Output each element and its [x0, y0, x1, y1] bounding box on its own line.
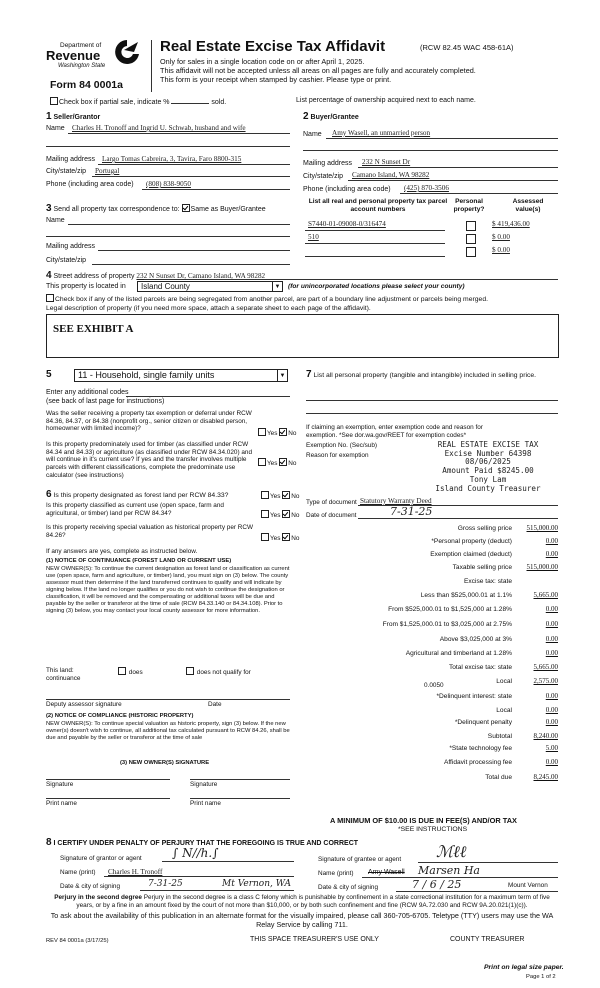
grantor-date-label: Date & city of signing: [60, 883, 121, 890]
buyer-mail[interactable]: 232 N Sunset Dr: [362, 158, 411, 166]
tax-row-value[interactable]: 515,000.00: [526, 524, 558, 532]
ownership-note: List percentage of ownership acquired next to each name.: [296, 97, 476, 104]
parcel-number[interactable]: S7440-01-09008-0/316474: [308, 220, 386, 228]
tax-row-label: *Delinquent interest: state: [436, 693, 512, 700]
buyer-heading: 2 Buyer/Grantee: [303, 111, 359, 122]
tax-row-label: *Personal property (deduct): [431, 538, 512, 545]
grantor-sig-label: Signature of grantor or agent: [60, 855, 142, 862]
s6-q2-answer: Yes No: [261, 510, 299, 520]
seller-name[interactable]: Charles H. Tronoff and Ingrid U. Schwab, husband and wife: [72, 124, 246, 132]
s5-q1-answer: Yes No: [258, 428, 296, 438]
subtitle-1: Only for sales in a single location code on or after April 1, 2025.: [160, 57, 365, 66]
grantee-date[interactable]: 7 / 6 / 25: [412, 878, 462, 891]
subtitle-2: This affidavit will not be accepted unless all areas on all pages are fully and accurately completed.: [160, 66, 476, 75]
does-option: does: [118, 667, 143, 677]
tax-row-value[interactable]: 0.00: [545, 550, 558, 558]
seller-mail-label: Mailing address: [46, 156, 96, 163]
tax-row-value[interactable]: 0.00: [545, 758, 558, 766]
grantor-name-label: Name (print): [60, 869, 96, 876]
see-instructions: *SEE INSTRUCTIONS: [398, 826, 468, 833]
grantee-city[interactable]: Mount Vernon: [508, 882, 548, 889]
s5-q2: Is this property predominately used for timber (as classified under RCW 84.34 and 84.33) or agriculture (as classified under RCW 84.34.020) and will continue in it's current use? If yes and the transfer involves multiple parcels with different classifications, complete the predominate use calculator (see instructions): [46, 441, 253, 479]
tax-row-label: Total excise tax: state: [448, 664, 512, 671]
s3-name-label: Name: [46, 217, 65, 224]
tax-row-label: From $525,000.01 to $1,525,000 at 1.28%: [388, 606, 512, 613]
tax-row-label: Above $3,025,000 at 3%: [439, 636, 512, 643]
assessed-value[interactable]: $ 0.00: [492, 233, 510, 241]
does-not-option: does not qualify for: [186, 667, 251, 677]
doc-type[interactable]: Statutory Warranty Deed: [360, 497, 432, 505]
tax-row-label: Affidavit processing fee: [443, 759, 512, 766]
tax-row-value[interactable]: 0.00: [545, 649, 558, 657]
county-treasurer: COUNTY TREASURER: [450, 936, 525, 943]
s6-note: If any answers are yes, complete as instructed below.: [46, 548, 198, 555]
continuance-label: continuance: [46, 675, 81, 682]
section3-heading: 3 Send all property tax correspondence to: Same as Buyer/Grantee: [46, 203, 266, 214]
assessed-value[interactable]: $ 0.00: [492, 246, 510, 254]
dept-line3: Washington State: [58, 63, 106, 69]
chevron-down-icon: ▼: [277, 370, 287, 381]
segregate-row: Check box if any of the listed parcels are being segregated from another parcel, are part of a boundary line adjustment or parcels being merged.: [46, 294, 488, 304]
parcel-row: [308, 233, 558, 243]
perjury-note: Perjury in the second degree Perjury in the second degree is a class C felony which is punishable by confinement in a state correctional institution for a maximum term of five years, or by a fine in an amount fixed by the court of not more than $10,000, or by both such confinement and fine (RCW 9A.72.030 and RCW 9A.20.021(1)(c)).: [54, 894, 550, 909]
parcel-row: [308, 220, 558, 230]
section7-text: 7 List all personal property (tangible and intangible) included in selling price.: [306, 369, 537, 380]
alt-format-note: To ask about the availability of this publication in an alternate format for the visually impaired, please call 360-705-6705. Teletype (TTY) users may use the WA Relay Service by calling 711.: [50, 911, 554, 929]
tax-row-value[interactable]: 0.00: [545, 718, 558, 726]
buyer-name[interactable]: Amy Wasell, an unmarried person: [332, 129, 431, 137]
tax-row-value[interactable]: 5,665.00: [533, 591, 558, 599]
buyer-phone-label: Phone (including area code): [303, 186, 391, 193]
tax-row-value[interactable]: 8,240.00: [533, 732, 558, 740]
seller-city[interactable]: Portugal: [95, 167, 120, 175]
seller-name-label: Name: [46, 125, 65, 132]
tax-row-label: *State technology fee: [449, 745, 512, 752]
deputy-date-label: Date: [208, 701, 222, 708]
dept-line1: Department of: [60, 42, 102, 49]
tax-row-value[interactable]: 8,245.00: [533, 773, 558, 781]
buyer-city[interactable]: Camano Island, WA 98282: [352, 171, 430, 179]
s6-h2: (2) NOTICE OF COMPLIANCE (HISTORIC PROPERTY): [46, 713, 194, 719]
seller-city-label: City/state/zip: [46, 168, 87, 175]
treasurer-stamp: REAL ESTATE EXCISE TAX Excise Number 64398 08/06/2025 Amount Paid $8245.00 Tony Lam Island County Treasurer: [435, 440, 541, 493]
parcel-row: [308, 246, 558, 256]
local-rate: 0.0050: [424, 682, 444, 689]
seller-phone-label: Phone (including area code): [46, 181, 134, 188]
tax-row-value[interactable]: 0.00: [545, 620, 558, 628]
grantee-name-label: Name (print): [318, 870, 354, 877]
tax-row-label: Excise tax: state: [463, 578, 512, 585]
grantee-sig-label: Signature of grantee or agent: [318, 856, 402, 863]
tax-row-value[interactable]: 5,665.00: [533, 663, 558, 671]
buyer-city-label: City/state/zip: [303, 173, 344, 180]
tax-row-value[interactable]: 0.00: [545, 605, 558, 613]
addl-codes-note: (see back of last page for instructions): [46, 398, 165, 405]
s3-mail-label: Mailing address: [46, 243, 96, 250]
s6-q3-answer: Yes No: [261, 533, 299, 543]
segregate-checkbox[interactable]: [46, 294, 54, 302]
use-code-select[interactable]: 11 - Household, single family units ▼: [74, 369, 288, 382]
rcw-ref: (RCW 82.45 WAC 458-61A): [420, 43, 514, 52]
seller-heading: 1 Seller/Grantor: [46, 111, 101, 122]
grantee-name-struck: Amy Wasell: [368, 869, 405, 876]
tax-row-value[interactable]: 2,575.00: [533, 677, 558, 685]
rev-number: REV 84 0001a (3/17/25): [46, 938, 109, 944]
tax-row-label: Gross selling price: [457, 525, 512, 532]
tax-row-label: Agricultural and timberland at 1.28%: [405, 650, 512, 657]
s6-q3: Is this property receiving special valuation as historical property per RCW 84.26?: [46, 524, 254, 539]
s5-q1: Was the seller receiving a property tax exemption or deferral under RCW 84.36, 84.37, or 84.38 (nonprofit org., senior citizen or disabled person, homeowner with limited income)?: [46, 410, 252, 433]
dor-logo-icon: [112, 38, 142, 66]
reason-label: Reason for exemption: [306, 452, 369, 459]
parcel-number[interactable]: 510: [308, 233, 319, 241]
this-land-label: This land:: [46, 667, 74, 674]
tax-row-value[interactable]: 5.00: [545, 744, 558, 752]
owner-print-label-2: Print name: [190, 800, 221, 807]
tax-row-label: Local: [496, 707, 512, 714]
dept-line2: Revenue: [46, 48, 101, 63]
treasurer-use-only: THIS SPACE TREASURER'S USE ONLY: [250, 936, 379, 943]
doc-date[interactable]: 7-31-25: [390, 505, 433, 518]
tax-row-value[interactable]: 0.00: [545, 635, 558, 643]
grantor-signature[interactable]: ∫ N/∕h.∫: [172, 846, 219, 860]
legal-description-box[interactable]: [46, 314, 559, 358]
form-number: Form 84 0001a: [50, 79, 123, 91]
personal-property-checkbox[interactable]: [466, 234, 476, 244]
parcel-col-numbers: List all real and personal property tax parcel account numbers: [308, 198, 448, 213]
grantee-name[interactable]: Marsen Ha: [418, 864, 480, 877]
uninc-note: (for unincorporated locations please select your county): [288, 283, 465, 290]
header-divider: [151, 40, 152, 92]
s6-q1: 6 Is this property designated as forest land per RCW 84.33?: [46, 489, 229, 500]
tax-row-value[interactable]: 515,000.00: [526, 563, 558, 571]
tax-row-label: Taxable selling price: [452, 564, 512, 571]
minimum-note: A MINIMUM OF $10.00 IS DUE IN FEE(S) AND/OR TAX: [330, 816, 517, 825]
section4-street: 4 Street address of property 232 N Sunset Dr, Camano Island, WA 98282: [46, 270, 266, 281]
tax-row-value[interactable]: 0.00: [545, 537, 558, 545]
legal-paper-note: Print on legal size paper.: [484, 964, 564, 971]
tax-row-label: From $1,525,000.01 to $3,025,000 at 2.75%: [382, 621, 512, 628]
page-title: Real Estate Excise Tax Affidavit: [160, 38, 386, 55]
s6-h3: (3) NEW OWNER(S) SIGNATURE: [120, 760, 210, 766]
grantee-signature[interactable]: ℳℓℓ: [436, 842, 467, 861]
section5-num: 5: [46, 369, 52, 380]
owner-sig-label-2: Signature: [190, 781, 218, 788]
s6-q1-answer: Yes No: [261, 491, 299, 501]
partial-sale-row: Check box if partial sale, indicate % sold.: [50, 97, 226, 107]
tax-row-label: Subtotal: [487, 733, 512, 740]
county-select[interactable]: Island County ▼: [137, 281, 283, 292]
exempt-note: If claiming an exemption, enter exemption code and reason for exemption. *See dor.wa.gov/REET for exemption codes*: [306, 424, 483, 439]
tax-row-label: Total due: [485, 774, 512, 781]
parcel-col-assessed: Assessed value(s): [512, 198, 544, 213]
tax-row-value[interactable]: 0.00: [545, 706, 558, 714]
assessed-value[interactable]: $ 419,436.00: [492, 220, 530, 228]
legal-label: Legal description of property (if you need more space, attach a separate sheet to each page of the affidavit).: [46, 305, 371, 312]
same-as-buyer-checkbox[interactable]: [182, 204, 190, 212]
grantee-date-label: Date & city of signing: [318, 884, 379, 891]
addl-codes-label: Enter any additional codes: [46, 389, 129, 396]
personal-property-checkbox[interactable]: [466, 247, 476, 257]
located-label: This property is located in: [46, 283, 126, 290]
s3-city-label: City/state/zip: [46, 257, 87, 264]
legal-description: SEE EXHIBIT A: [53, 323, 134, 335]
tax-row-label: Local: [496, 678, 512, 685]
s5-q2-answer: Yes No: [258, 458, 296, 468]
page-number: Page 1 of 2: [526, 974, 556, 980]
tax-row-label: Exemption claimed (deduct): [430, 551, 512, 558]
exempt-no-label: Exemption No. (Sec/sub): [306, 442, 378, 449]
chevron-down-icon: ▼: [272, 282, 282, 291]
tax-row-value[interactable]: 0.00: [545, 692, 558, 700]
tax-row-label: *Delinquent penalty: [454, 719, 512, 726]
partial-sale-checkbox[interactable]: [50, 97, 58, 105]
tax-row-label: Less than $525,000.01 at 1.1%: [420, 592, 512, 599]
buyer-name-label: Name: [303, 131, 322, 138]
buyer-phone[interactable]: (425) 870-3506: [404, 184, 449, 192]
personal-property-checkbox[interactable]: [466, 221, 476, 231]
doc-date-label: Date of document: [306, 512, 357, 519]
s6-p1: NEW OWNER(S): To continue the current designation as forest land or classification as current use (open space, farm and agriculture, or timber) land, you must sign on (3) below. The county assessor must then determine if the land transferred continues to qualify and will indicate by signing below. If the land no longer qualifies or you do not wish to continue the designation or classification, it will be removed and the compensating or additional taxes will be due and payable by the seller or transferor at the time of sale (RCW 84.33.140 or 84.34.108). Prior to signing (3) below, you may contact your local county assessor for more information.: [46, 566, 290, 615]
seller-phone[interactable]: (808) 838-9050: [146, 180, 191, 188]
s6-q2: Is this property classified as current use (open space, farm and agricultural, or timber) land per RCW 84.34?: [46, 502, 224, 517]
owner-sig-label: Signature: [46, 781, 74, 788]
grantor-date[interactable]: 7-31-25: [148, 879, 183, 889]
buyer-mail-label: Mailing address: [303, 160, 353, 167]
deputy-sig-label: Deputy assessor signature: [46, 701, 122, 708]
property-street[interactable]: 232 N Sunset Dr, Camano Island, WA 98282: [136, 272, 266, 280]
parcel-col-personal: Personal property?: [453, 198, 485, 213]
s6-p2: NEW OWNER(S): To continue special valuation as historic property, sign (3) below. If the new owner(s) doesn't wish to continue, all additional tax calculated pursuant to RCW 84.26, shall be due and payable by the seller or transferor at the time of sale: [46, 721, 290, 742]
grantor-city[interactable]: Mt Vernon, WA: [222, 879, 292, 889]
seller-mail[interactable]: Largo Tomas Cabreira, 3, Tavira, Faro 8800-315: [102, 155, 242, 163]
grantor-name[interactable]: Charles H. Tronoff: [108, 868, 163, 876]
owner-print-label: Print name: [46, 800, 77, 807]
doc-type-label: Type of document: [306, 499, 357, 506]
certify: 8 I CERTIFY UNDER PENALTY OF PERJURY THAT THE FOREGOING IS TRUE AND CORRECT: [46, 837, 359, 848]
subtitle-3: This form is your receipt when stamped by cashier. Please type or print.: [160, 75, 392, 84]
s6-h1: (1) NOTICE OF CONTINUANCE (FOREST LAND OR CURRENT USE): [46, 558, 232, 564]
